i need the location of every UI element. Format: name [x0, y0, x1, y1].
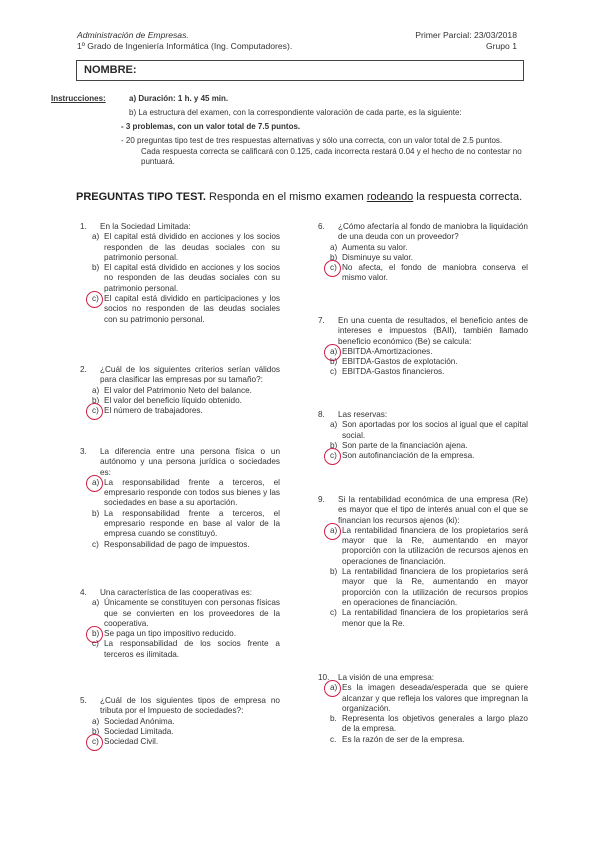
test-title-pre: Responda en el mismo examen: [209, 191, 364, 203]
option-b[interactable]: b) Disminuye su valor.: [330, 252, 413, 262]
option-a-circled[interactable]: a) Es la imagen deseada/esperada que se quiere alcanzar y que refleja los valores que impregnan la organización.: [330, 683, 528, 713]
option-c-circled[interactable]: c) No afecta, el fondo de maniobra conserva el mismo valor.: [330, 263, 528, 283]
header-left: [77, 30, 292, 51]
option-b[interactable]: b) La responsabilidad frente a terceros, el empresario responde en base al valor de la empresa cuando se constituyó.: [92, 508, 280, 539]
option-a[interactable]: a) Aumenta su valor.: [330, 242, 408, 252]
test-title-bold: PREGUNTAS TIPO TEST.: [76, 191, 206, 203]
option-c-circled[interactable]: c) Sociedad Civil.: [92, 737, 159, 747]
header-right: [412, 30, 517, 51]
option-a[interactable]: a) Son aportadas por los socios al igual que el capital social.: [330, 420, 528, 440]
question-6: 6. ¿Cómo afectaría al fondo de maniobra la liquidación de una deuda con un proveedor? a) Aumenta su valor. b) Disminuye su valor. c) No afecta, el fondo de maniobra conserva el mismo valor.: [318, 222, 528, 283]
option-a-circled[interactable]: a) La responsabilidad frente a terceros, el empresario responde con todos sus bienes y las sociedades en base a su aportación.: [92, 477, 280, 508]
question-2: 2. ¿Cuál de los siguientes criterios serían válidos para clasificar las empresas por su tamaño?: a) El valor del Patrimonio Neto del balance. b) El valor del beneficio líquido obtenido. c) El número de trabajadores.: [80, 365, 280, 416]
option-a-circled[interactable]: a) La rentabilidad financiera de los propietarios será mayor que la Re, aumentando en mayor proporción con la utilización de recursos ajenos en operaciones de financiación.: [330, 525, 528, 566]
option-b-circled[interactable]: b) Se paga un tipo impositivo reducido.: [92, 629, 236, 639]
name-label: NOMBRE:: [84, 64, 137, 76]
question-1: [80, 222, 280, 325]
test-title-post: la respuesta correcta.: [416, 191, 523, 203]
degree: 1º Grado de Ingeniería Informática (Ing. Computadores).: [77, 40, 293, 51]
group: Grupo 1: [485, 40, 517, 51]
name-field[interactable]: [76, 60, 524, 81]
question-8: 8. Las reservas: a) Son aportadas por los socios al igual que el capital social. b) Son parte de la financiación ajena. c) Son autofinanciación de la empresa.: [318, 410, 528, 461]
option-b[interactable]: b) Son parte de la financiación ajena.: [330, 440, 468, 450]
instructions-label: Instrucciones:: [51, 94, 106, 103]
option-a-circled[interactable]: a) EBITDA-Amortizaciones.: [330, 346, 433, 356]
question-stem: En la Sociedad Limitada:: [100, 222, 191, 231]
exam-date: Primer Parcial: 23/03/2018: [415, 30, 517, 40]
option-c[interactable]: c. Es la razón de ser de la empresa.: [330, 734, 465, 744]
question-3: 3. La diferencia entre una persona física o un autónomo y una persona jurídica o sociedades es: a) La responsabilidad frente a terceros, el empresario responde con todos sus bienes y las sociedades en base a su aportación. b) La responsabilidad frente a terceros, el empresario responde en base al valor de la empresa cuando se constituyó. c) Responsabilidad de pago de impuestos.: [80, 447, 280, 549]
option-a[interactable]: a) El valor del Patrimonio Neto del balance.: [92, 385, 252, 395]
subject: Administración de Empresas.: [77, 30, 189, 40]
option-a[interactable]: a) Sociedad Anónima.: [92, 716, 175, 726]
option-a[interactable]: a) Únicamente se constituyen con personas físicas que se convierten en los proveedores de la cooperativa.: [92, 598, 280, 628]
instr-scoring: Cada respuesta correcta se calificará con 0.125, cada incorrecta restará 0.04 y el hecho de no contestar no puntuará.: [141, 147, 522, 166]
question-4: 4. Una característica de las cooperativas es: a) Únicamente se constituyen con personas físicas que se convierten en los proveedores de la cooperativa. b) Se paga un tipo impositivo reducido. c) La responsabilidad de los socios frente a terceros es ilimitada.: [80, 588, 280, 659]
option-c[interactable]: c) EBITDA-Gastos financieros.: [330, 367, 445, 377]
question-number: 1.: [80, 222, 87, 231]
question-10: 10. La visión de una empresa: a) Es la imagen deseada/esperada que se quiere alcanzar y que refleja los valores que impregnan la organización. b. Representa los objetivos generales a largo plazo de la empresa. c. Es la razón de ser de la empresa.: [318, 673, 528, 744]
option-a[interactable]: a) El capital está dividido en acciones y los socios responden de las deudas sociales con su patrimonio personal.: [92, 232, 280, 262]
option-b[interactable]: b. Representa los objetivos generales a largo plazo de la empresa.: [330, 714, 528, 734]
question-5: 5. ¿Cuál de los siguientes tipos de empresa no tributa por el Impuesto de sociedades?: a) Sociedad Anónima. b) Sociedad Limitada. c) Sociedad Civil.: [80, 696, 280, 747]
option-c[interactable]: c) La responsabilidad de los socios frente a terceros es ilimitada.: [92, 639, 280, 659]
instr-duration: a) Duración: 1 h. y 45 min.: [129, 94, 229, 103]
question-7: 7. En una cuenta de resultados, el beneficio antes de intereses e impuestos (BAII), también llamado beneficio económico (Be) se calcula: a) EBITDA-Amortizaciones. b) EBITDA-Gastos de explotación. c) EBITDA-Gastos financieros.: [318, 316, 528, 377]
option-c-circled[interactable]: c) Son autofinanciación de la empresa.: [330, 451, 475, 461]
option-c-circled[interactable]: c) El capital está dividido en participaciones y los socios no responden de las deudas sociales con su patrimonio personal.: [92, 294, 280, 324]
question-9: 9. Si la rentabilidad económica de una empresa (Re) es mayor que el tipo de interés anual con el que se financian los recursos ajenos (ki): a) La rentabilidad financiera de los propietarios será mayor que la Re, aumentando en mayor proporción con la utilización de recursos ajenos en operaciones de financiación. b) La rentabilidad financiera de los propietarios será mayor que la Re, aumentando en mayor proporción con la utilización de recursos propios en operaciones de financiación. c) La rentabilidad financiera de los propietarios será menor que la Re.: [318, 495, 528, 628]
instructions: [113, 94, 553, 171]
test-title-underlined: rodeando: [366, 191, 414, 203]
option-c-circled[interactable]: c) El número de trabajadores.: [92, 406, 203, 416]
option-c[interactable]: c) La rentabilidad financiera de los propietarios será menor que la Re.: [330, 608, 528, 628]
option-b[interactable]: b) El valor del beneficio líquido obtenido.: [92, 395, 242, 405]
instr-problems: - 3 problemas, con un valor total de 7.5 puntos.: [121, 122, 301, 131]
option-b[interactable]: b) Sociedad Limitada.: [92, 726, 174, 736]
test-title: [76, 191, 522, 203]
option-b[interactable]: b) El capital está dividido en acciones y los socios no responden de las deudas sociales con su patrimonio personal.: [92, 263, 280, 293]
option-b[interactable]: b) La rentabilidad financiera de los propietarios será mayor que la Re, aumentando en mayor proporción con la utilización de recursos propios en operaciones de financiación.: [330, 567, 528, 607]
instr-structure: b) La estructura del examen, con la correspondiente valoración de cada parte, es la siguiente:: [129, 108, 462, 117]
instr-test: - 20 preguntas tipo test de tres respuestas alternativas y sólo una correcta, con un valor total de 2.5 puntos.: [121, 136, 503, 145]
option-c[interactable]: c) Responsabilidad de pago de impuestos.: [92, 539, 250, 549]
option-b[interactable]: b) EBITDA-Gastos de explotación.: [330, 357, 458, 367]
